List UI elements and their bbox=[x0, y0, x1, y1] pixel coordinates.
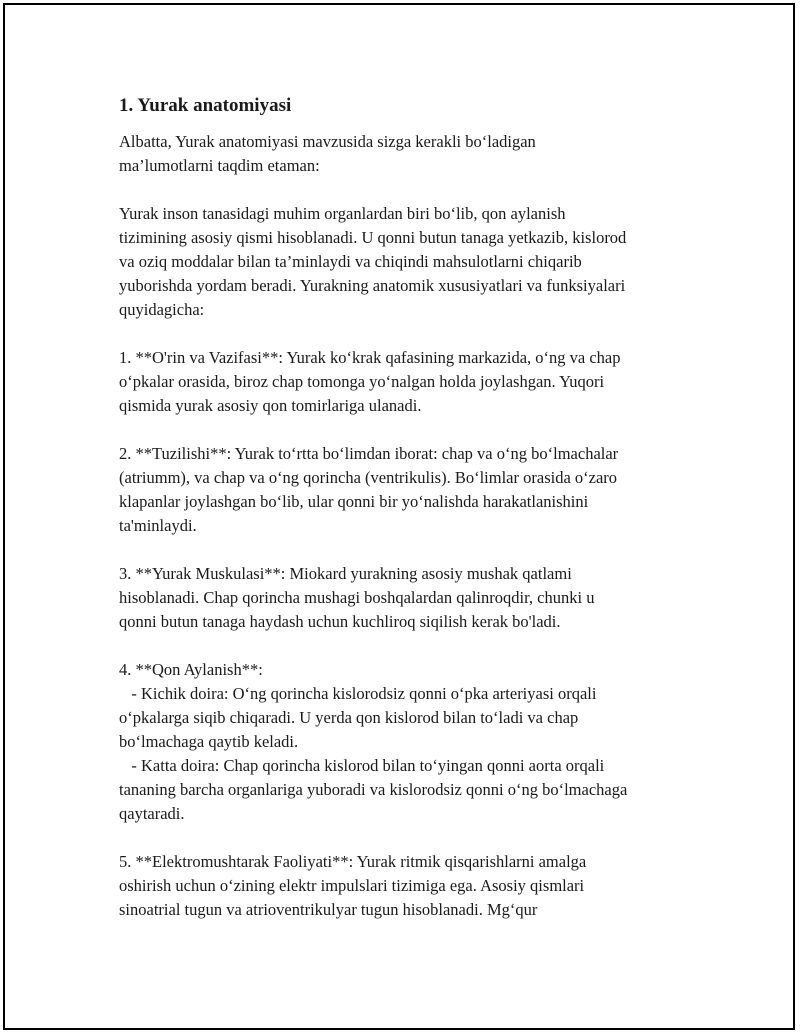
paragraph bbox=[119, 130, 719, 178]
paragraph-line: yuborishda yordam beradi. Yurakning anatomik xususiyatlari va funksiyalari bbox=[119, 276, 626, 295]
paragraph-line: bo‘lmachaga qaytib keladi. bbox=[119, 732, 299, 751]
paragraph-line: o‘pkalar orasida, biroz chap tomonga yo‘nalgan holda joylashgan. Yuqori bbox=[119, 372, 605, 391]
paragraph-line: oshirish uchun o‘zining elektr impulslari tizimiga ega. Asosiy qismlari bbox=[119, 876, 585, 895]
paragraph-line: 3. **Yurak Muskulasi**: Miokard yurakning asosiy mushak qatlami bbox=[119, 564, 572, 583]
paragraph-line: 4. **Qon Aylanish**: bbox=[119, 660, 263, 679]
paragraph-line: qismida yurak asosiy qon tomirlariga ulanadi. bbox=[119, 396, 422, 415]
paragraph-line: qaytaradi. bbox=[119, 804, 185, 823]
paragraph-line: hisoblanadi. Chap qorincha mushagi boshqalardan qalinroqdir, chunki u bbox=[119, 588, 595, 607]
paragraph-line: - Katta doira: Chap qorincha kislorod bilan to‘yingan qonni aorta orqali bbox=[119, 756, 605, 775]
paragraph-line: Yurak inson tanasidagi muhim organlardan biri bo‘lib, qon aylanish bbox=[119, 204, 566, 223]
paragraph-line: tizimining asosiy qismi hisoblanadi. U qonni butun tanaga yetkazib, kislorod bbox=[119, 228, 627, 247]
paragraph bbox=[119, 658, 719, 826]
paragraph-line: ma’lumotlarni taqdim etaman: bbox=[119, 156, 320, 175]
paragraph-line: quyidagicha: bbox=[119, 300, 205, 319]
paragraph bbox=[119, 850, 719, 922]
paragraph-line: tananing barcha organlariga yuboradi va kislorodsiz qonni o‘ng bo‘lmachaga bbox=[119, 780, 628, 799]
paragraph-line: o‘pkalarga siqib chiqaradi. U yerda qon kislorod bilan to‘ladi va chap bbox=[119, 708, 579, 727]
paragraph bbox=[119, 202, 719, 322]
paragraph-line: - Kichik doira: O‘ng qorincha kislorodsiz qonni o‘pka arteriyasi orqali bbox=[119, 684, 597, 703]
paragraph-list bbox=[119, 130, 719, 922]
paragraph bbox=[119, 442, 719, 538]
paragraph-line: (atriumm), va chap va o‘ng qorincha (ventrikulis). Bo‘limlar orasida o‘zaro bbox=[119, 468, 618, 487]
paragraph bbox=[119, 562, 719, 634]
document-title: 1. Yurak anatomiyasi bbox=[119, 95, 292, 116]
paragraph-line: qonni butun tanaga haydash uchun kuchliroq siqilish kerak bo'ladi. bbox=[119, 612, 561, 631]
paragraph-line: 1. **O'rin va Vazifasi**: Yurak ko‘krak qafasining markazida, o‘ng va chap bbox=[119, 348, 621, 367]
paragraph-line: ta'minlaydi. bbox=[119, 516, 197, 535]
paragraph-line: klapanlar joylashgan bo‘lib, ular qonni bir yo‘nalishda harakatlanishini bbox=[119, 492, 589, 511]
paragraph-line: 2. **Tuzilishi**: Yurak to‘rtta bo‘limdan iborat: chap va o‘ng bo‘lmachalar bbox=[119, 444, 619, 463]
paragraph-line: va oziq moddalar bilan ta’minlaydi va chiqindi mahsulotlarni chiqarib bbox=[119, 252, 582, 271]
paragraph bbox=[119, 346, 719, 418]
paragraph-line: sinoatrial tugun va atrioventrikulyar tugun hisoblanadi. Mg‘qur bbox=[119, 900, 538, 919]
document-body bbox=[119, 94, 719, 946]
paragraph-line: Albatta, Yurak anatomiyasi mavzusida sizga kerakli bo‘ladigan bbox=[119, 132, 536, 151]
paragraph-line: 5. **Elektromushtarak Faoliyati**: Yurak ritmik qisqarishlarni amalga bbox=[119, 852, 587, 871]
